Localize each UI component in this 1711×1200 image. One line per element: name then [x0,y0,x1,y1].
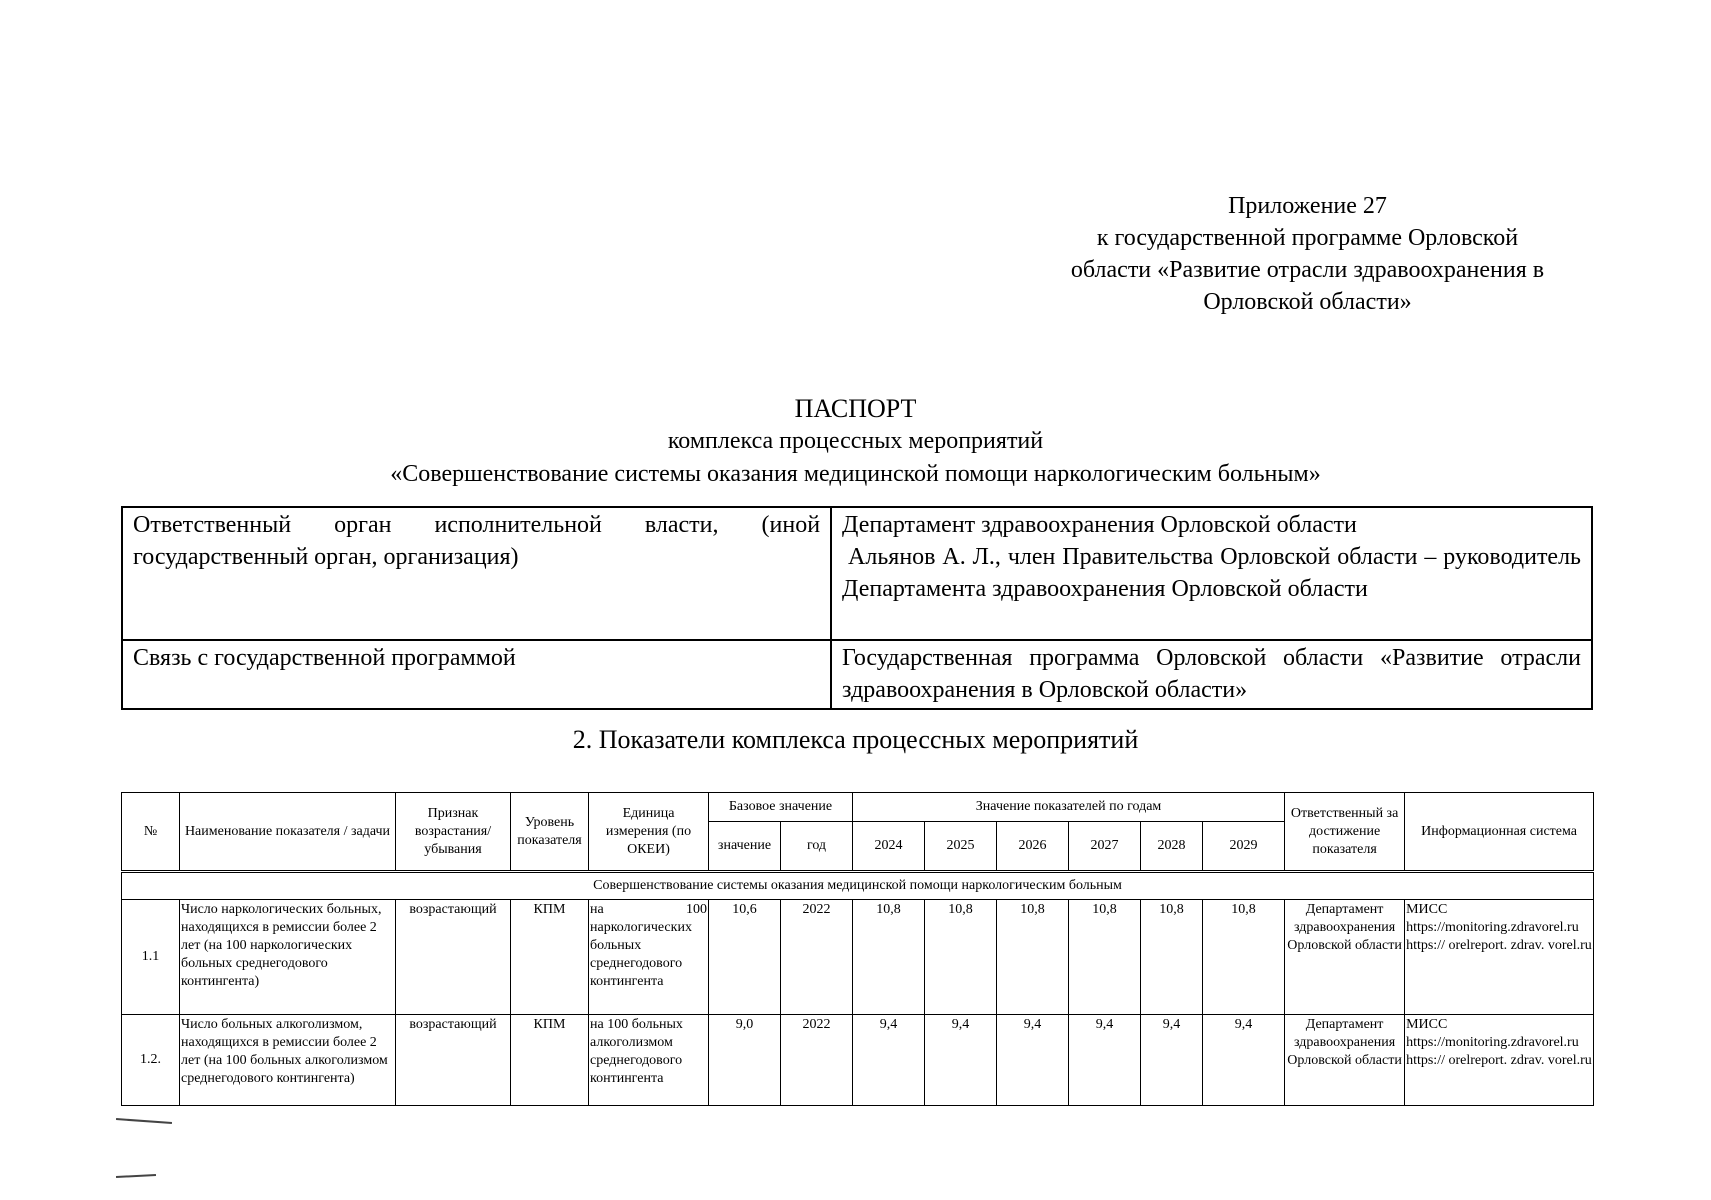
col-unit-header: Единица измерения (по ОКЕИ) [589,793,709,872]
passport-row [122,640,1592,709]
row-year-value: 10,8 [925,900,997,1015]
indicators-table [121,792,1594,1106]
row-year-value: 10,8 [1141,900,1203,1015]
unit-part: 100 [686,902,707,917]
section-row [122,872,1594,900]
row-base-year: 2022 [781,900,853,1015]
row-level: КПМ [511,900,589,1015]
row-trend: возрастающий [396,900,511,1015]
col-responsible-header: Ответственный за достижение показателя [1285,793,1405,872]
section-heading: 2. Показатели комплекса процессных мероприятий [572,725,1139,754]
table-row [122,1015,1594,1106]
col-year-header: 2025 [925,822,997,872]
col-year-header: 2028 [1141,822,1203,872]
system-url: https:// orelreport. zdrav. vorel.ru [1406,938,1592,953]
col-year-header: 2026 [997,822,1069,872]
col-level-header: Уровень показателя [511,793,589,872]
row-year-value: 10,8 [1203,900,1285,1015]
system-name: МИСС [1406,902,1448,917]
row-name: Число наркологических больных, находящихся в ремиссии более 2 лет (на 100 наркологических больных среднегодового контингента) [180,900,396,1015]
passport-value [831,507,1592,640]
passport-label: Связь с государственной программой [122,640,831,709]
system-url: https://monitoring.zdravorel.ru [1406,1035,1579,1050]
header-row [122,793,1594,822]
row-unit: на 100 больных алкоголизмом среднегодового контингента [589,1015,709,1106]
appendix-number: Приложение 27 [1228,193,1387,219]
appendix-line: к государственной программе Орловской [1096,225,1519,251]
row-year-value: 10,8 [1069,900,1141,1015]
unit-rest: наркологических больных среднегодового контингента [590,920,692,989]
system-url: https:// orelreport. zdrav. vorel.ru [1406,1053,1592,1068]
scan-mark [116,1118,172,1124]
section-row-title: Совершенствование системы оказания медицинской помощи наркологическим больным [122,872,1594,900]
row-year-value: 9,4 [925,1015,997,1106]
row-system [1405,900,1594,1015]
col-years-header: Значение показателей по годам [853,793,1285,822]
appendix-header [1020,190,1595,318]
appendix-line: области «Развитие отрасли здравоохранения в [1070,257,1545,283]
row-year-value: 9,4 [997,1015,1069,1106]
passport-subtitle: комплекса процессных мероприятий [667,428,1044,454]
row-year-value: 9,4 [853,1015,925,1106]
row-name: Число больных алкоголизмом, находящихся в ремиссии более 2 лет (на 100 больных алкоголизмом среднегодового контингента) [180,1015,396,1106]
row-unit [589,900,709,1015]
row-year-value: 9,4 [1141,1015,1203,1106]
system-name: МИСС [1406,1017,1448,1032]
col-trend-header: Признак возрастания/ убывания [396,793,511,872]
col-year-header: 2027 [1069,822,1141,872]
row-num: 1.1 [122,900,180,1015]
col-num-header: № [122,793,180,872]
row-num: 1.2. [122,1015,180,1106]
row-trend: возрастающий [396,1015,511,1106]
row-system [1405,1015,1594,1106]
col-year-header: 2029 [1203,822,1285,872]
passport-label: Ответственный орган исполнительной власти, (иной государственный орган, организация) [122,507,831,640]
col-base-header: Базовое значение [709,793,853,822]
row-year-value: 10,8 [853,900,925,1015]
row-responsible: Департамент здравоохранения Орловской области [1285,900,1405,1015]
row-year-value: 10,8 [997,900,1069,1015]
unit-part: на [590,902,604,917]
row-base-value: 10,6 [709,900,781,1015]
passport-row [122,507,1592,640]
passport-title: ПАСПОРТ [794,394,917,423]
responsible-department: Департамент здравоохранения Орловской области [842,512,1357,538]
row-year-value: 9,4 [1069,1015,1141,1106]
unit-first-line [590,901,707,919]
row-base-year: 2022 [781,1015,853,1106]
table-row [122,900,1594,1015]
col-system-header: Информационная система [1405,793,1594,872]
col-base-year-header: год [781,822,853,872]
system-url: https://monitoring.zdravorel.ru [1406,920,1579,935]
row-base-value: 9,0 [709,1015,781,1106]
row-level: КПМ [511,1015,589,1106]
passport-value: Государственная программа Орловской области «Развитие отрасли здравоохранения в Орловской области» [831,640,1592,709]
row-responsible: Департамент здравоохранения Орловской области [1285,1015,1405,1106]
passport-table [121,506,1593,710]
passport-name: «Совершенствование системы оказания медицинской помощи наркологическим больным» [390,461,1321,487]
col-name-header: Наименование показателя / задачи [180,793,396,872]
row-year-value: 9,4 [1203,1015,1285,1106]
appendix-line: Орловской области» [1203,289,1412,315]
col-year-header: 2024 [853,822,925,872]
col-base-value-header: значение [709,822,781,872]
responsible-person: Альянов А. Л., член Правительства Орловской области – руководитель Департамента здравоохранения Орловской области [842,544,1581,602]
scan-mark [116,1174,156,1178]
passport-heading [0,392,1711,491]
